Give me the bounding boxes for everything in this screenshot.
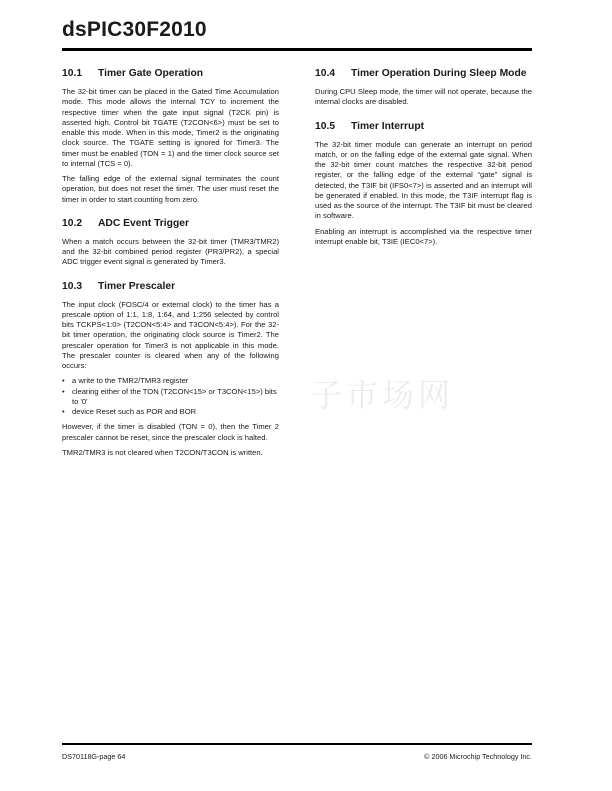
section-heading [62, 280, 279, 293]
section-title: Timer Operation During Sleep Mode [351, 68, 527, 79]
footer-copyright: © 2006 Microchip Technology Inc. [424, 752, 532, 761]
section-title: Timer Interrupt [351, 120, 425, 132]
paragraph: The input clock (FOSC/4 or external clock) to the timer has a prescale option of 1:1, 1:8, 1:64, and 1:256 selected by control bits TCKPS<1:0> (T2CON<5:4> and T3CON<5:4>). For the 32-bit timer operation, the originating clock source is Timer2. The prescaler operation for Timer3 is not applicable in this mode. The prescaler counter is cleared when any of the following occurs: [62, 299, 279, 370]
document-title: dsPIC30F2010 [62, 18, 207, 41]
paragraph: The 32-bit timer can be placed in the Gated Time Accumulation mode. This mode allows the internal TCY to increment the respective timer when the gate input signal (T2CK pin) is asserted high. Control bit TGATE (T2CON<6>) must be set to enable this mode. When in this mode, Timer2 is the originating clock source. The TGATE setting is ignored for Timer3. The timer must be enabled (TON = 1) and the timer clock source set to internal (TCS = 0). [62, 87, 279, 168]
section-10-5 [315, 120, 532, 248]
section-heading [315, 67, 532, 80]
title-rule [62, 48, 532, 51]
section-heading [62, 67, 279, 80]
section-10-1 [62, 67, 279, 205]
section-10-2 [62, 217, 279, 268]
section-number: 10.3 [62, 280, 83, 292]
section-10-3 [62, 280, 279, 459]
section-number: 10.1 [62, 68, 83, 79]
paragraph: The falling edge of the external signal terminates the count operation, but does not reset the timer. The user must reset the timer in order to start counting from zero. [62, 174, 279, 204]
section-number: 10.4 [315, 68, 336, 79]
footer-document-id: DS70118G-page 64 [62, 752, 126, 761]
section-number: 10.5 [315, 120, 336, 132]
paragraph: During CPU Sleep mode, the timer will not operate, because the internal clocks are disabled. [315, 87, 532, 107]
footer-rule [62, 743, 532, 745]
watermark: 子市场网 [310, 376, 455, 414]
section-title: ADC Event Trigger [98, 217, 189, 229]
paragraph: The 32-bit timer module can generate an interrupt on period match, or on the falling edge of the external gate signal. When the 32-bit timer count matches the respective 32-bit period register, or the falling edge of the external “gate” signal is detected, the T3IF bit (IFS0<7>) is asserted and an interrupt will be generated if enabled. In this mode, the T3IF interrupt flag is used as the source of the interrupt. The T3IF bit must be cleared in software. [315, 139, 532, 221]
section-heading [62, 217, 279, 230]
paragraph: When a match occurs between the 32-bit timer (TMR3/TMR2) and the 32-bit combined period register (PR3/PR2), a special ADC trigger event signal is generated by Timer3. [62, 236, 279, 267]
section-title: Timer Gate Operation [98, 68, 204, 79]
section-10-4 [315, 67, 532, 108]
bullet-list [62, 376, 279, 417]
paragraph: Enabling an interrupt is accomplished via the respective timer interrupt enable bit, T3IE (IEC0<7>). [315, 226, 532, 246]
list-item: • clearing either of the TON (T2CON<15> or T3CON<15>) bits to '0' [62, 387, 279, 408]
list-item: • a write to the TMR2/TMR3 register [62, 376, 279, 386]
right-column [315, 67, 532, 252]
section-number: 10.2 [62, 217, 83, 229]
paragraph: TMR2/TMR3 is not cleared when T2CON/T3CON is written. [62, 447, 263, 457]
list-item: • device Reset such as POR and BOR [62, 407, 279, 417]
left-column [62, 67, 279, 463]
section-title: Timer Prescaler [98, 280, 176, 292]
paragraph: However, if the timer is disabled (TON = 0), then the Timer 2 prescaler cannot be reset, since the prescaler clock is halted. [62, 422, 279, 442]
section-heading [315, 120, 532, 133]
